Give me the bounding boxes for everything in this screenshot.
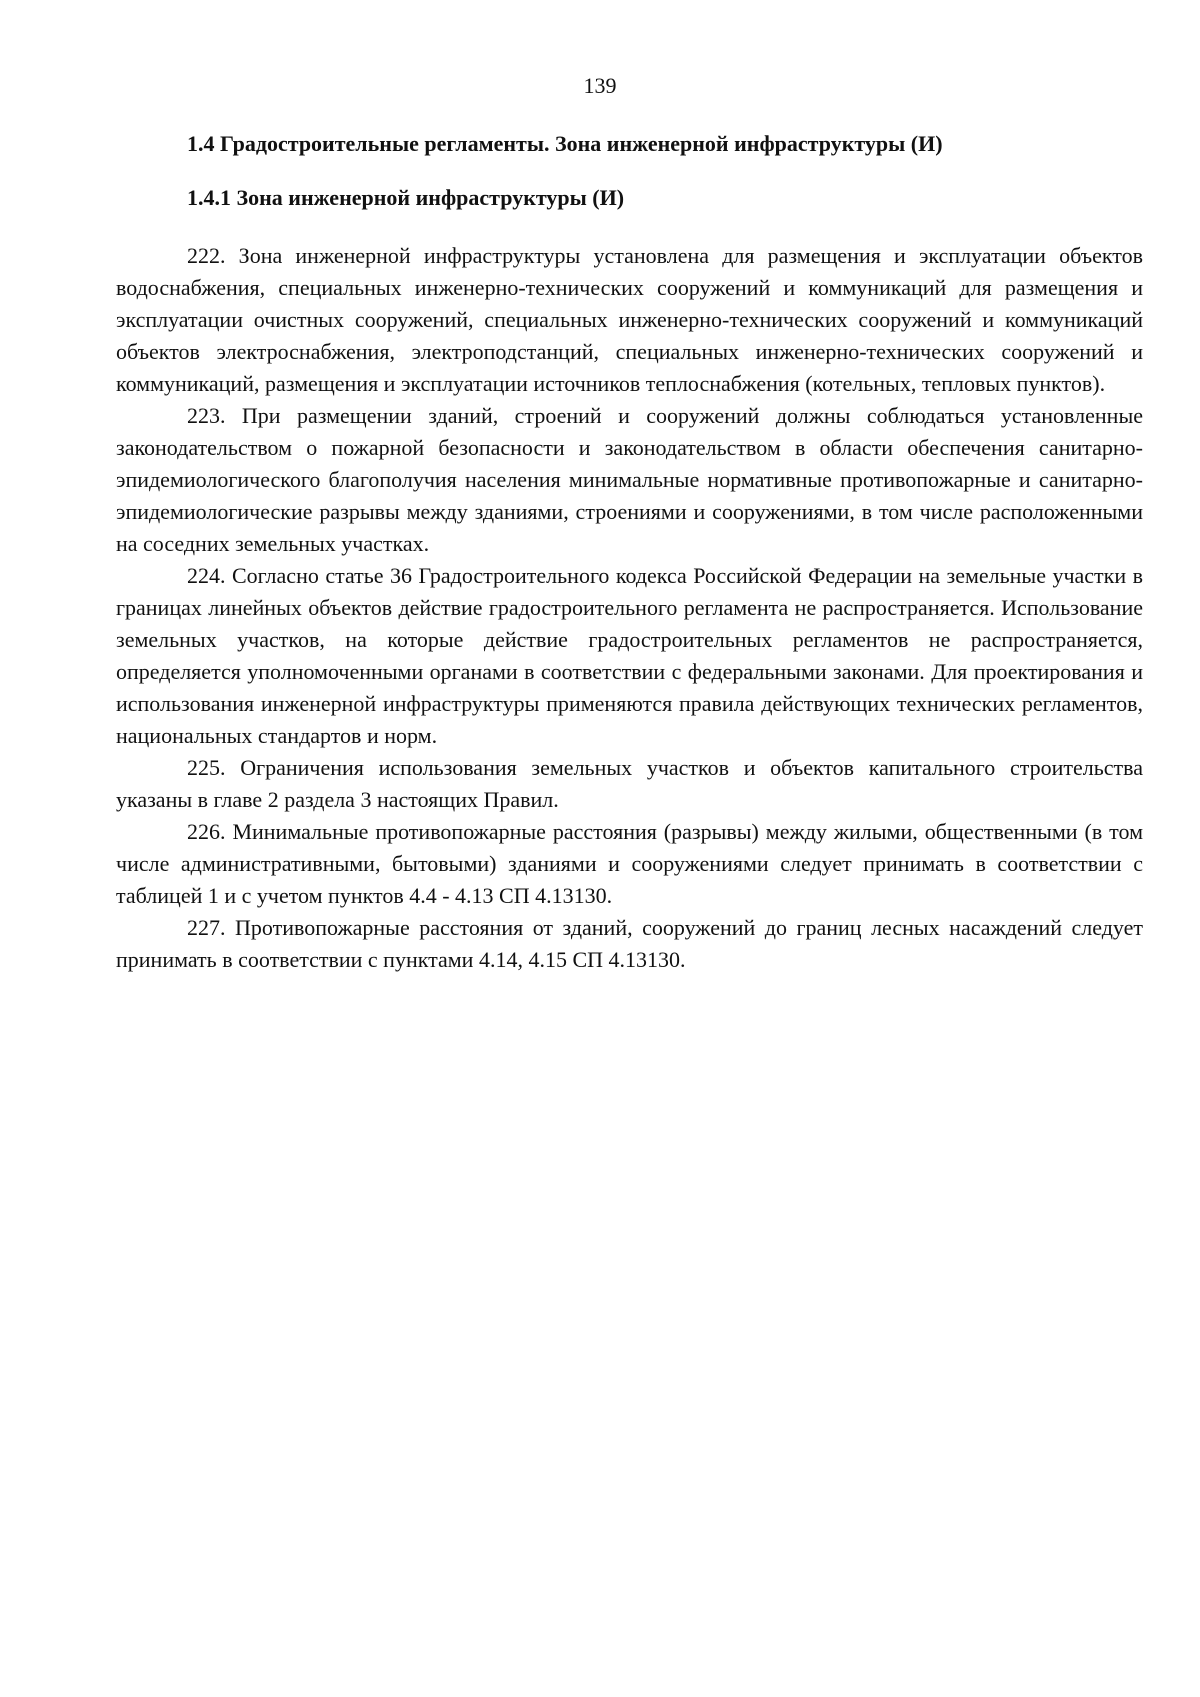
paragraph-226: 226. Минимальные противопожарные расстояния (разрывы) между жилыми, общественными (в том числе административными, бытовыми) зданиями и сооружениями следует принимать в соответствии с таблицей 1 и с учетом пунктов 4.4 - 4.13 СП 4.13130.	[116, 819, 1143, 908]
subsection-heading: 1.4.1 Зона инженерной инфраструктуры (И)	[187, 185, 625, 210]
section-heading: 1.4 Градостроительные регламенты. Зона инженерной инфраструктуры (И)	[187, 131, 943, 156]
paragraph-224: 224. Согласно статье 36 Градостроительного кодекса Российской Федерации на земельные участки в границах линейных объектов действие градостроительного регламента не распространяется. Использование земельных участков, на которые действие градостроительных регламентов не распространяется, определяется уполномоченными органами в соответствии с федеральными законами. Для проектирования и использования инженерной инфраструктуры применяются правила действующих технических регламентов, национальных стандартов и норм.	[116, 563, 1143, 748]
paragraph-227: 227. Противопожарные расстояния от зданий, сооружений до границ лесных насаждений следует принимать в соответствии с пунктами 4.14, 4.15 СП 4.13130.	[116, 915, 1143, 972]
page-number: 139	[583, 73, 617, 98]
document-body	[116, 240, 1143, 976]
paragraph-225: 225. Ограничения использования земельных участков и объектов капитального строительства указаны в главе 2 раздела 3 настоящих Правил.	[116, 755, 1143, 812]
paragraph-223: 223. При размещении зданий, строений и сооружений должны соблюдаться установленные законодательством о пожарной безопасности и законодательством в области обеспечения санитарно-эпидемиологического благополучия населения минимальные нормативные противопожарные и санитарно-эпидемиологические разрывы между зданиями, строениями и сооружениями, в том числе расположенными на соседних земельных участках.	[116, 403, 1143, 556]
paragraph-222: 222. Зона инженерной инфраструктуры установлена для размещения и эксплуатации объектов водоснабжения, специальных инженерно-технических сооружений и коммуникаций для размещения и эксплуатации очистных сооружений, специальных инженерно-технических сооружений и коммуникаций объектов электроснабжения, электроподстанций, специальных инженерно-технических сооружений и коммуникаций, размещения и эксплуатации источников теплоснабжения (котельных, тепловых пунктов).	[116, 243, 1143, 396]
